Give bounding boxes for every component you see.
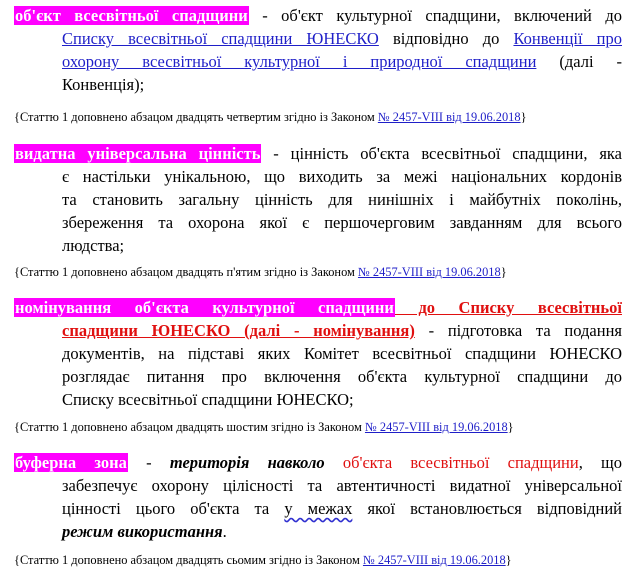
line	[14, 497, 622, 520]
line	[14, 4, 622, 27]
note-text: }	[505, 553, 512, 567]
definition-paragraph	[14, 451, 622, 543]
highlighted-term: видатна універсальна цінність	[15, 144, 261, 163]
law-link[interactable]: № 2457-VIII від 19.06.2018	[364, 420, 508, 434]
definition-paragraph	[14, 142, 622, 257]
line	[14, 451, 622, 474]
emphasis-text: територія навколо	[169, 453, 325, 472]
amendment-note	[14, 552, 626, 568]
note-text: {Статтю 1 доповнено абзацом двадцять шостим згідно із Законом	[14, 420, 365, 434]
line: забезпечує охорону цілісності та автентичності видатної універсальної	[62, 476, 622, 495]
definition-text: - підготовка та подання	[414, 321, 622, 340]
line: збереження та охорона якої є першочерговим завданням для всього	[62, 213, 622, 232]
definition-paragraph	[14, 4, 622, 96]
line: людства;	[62, 236, 125, 255]
note-text: }	[507, 420, 514, 434]
definition-text: цінності цього об'єкта та	[62, 499, 285, 518]
definition-text: - об'єкт культурної спадщини, включений до	[248, 6, 622, 25]
convention-link[interactable]: Конвенції про	[513, 29, 622, 48]
amendment-note	[14, 109, 626, 125]
line: Списку всесвітньої спадщини ЮНЕСКО;	[62, 390, 354, 409]
definition-text: , що	[578, 453, 622, 472]
line	[14, 50, 622, 73]
highlighted-term: номінування об'єкта культурної спадщини	[15, 298, 394, 317]
emphasis-text: режим використання	[62, 522, 223, 541]
line	[14, 296, 622, 319]
law-link[interactable]: № 2457-VIII від 19.06.2018	[377, 110, 521, 124]
line	[14, 142, 622, 165]
red-emphasis: спадщини ЮНЕСКО (далі - номінування)	[62, 321, 415, 340]
line	[14, 319, 622, 342]
definition-text: -	[127, 453, 170, 472]
definition-text: - цінність об'єкта всесвітньої спадщини, яка	[261, 144, 622, 163]
note-text: }	[500, 265, 507, 279]
line: розглядає питання про включення об'єкта культурної спадщини до	[62, 367, 622, 386]
convention-link[interactable]: охорону всесвітньої культурної і природної спадщини	[62, 52, 537, 71]
note-text: {Статтю 1 доповнено абзацом двадцять четвертим згідно із Законом	[14, 110, 378, 124]
definition-text: якої встановлюється відповідний	[352, 499, 622, 518]
note-text: }	[520, 110, 527, 124]
definition-text: відповідно до	[378, 29, 514, 48]
spellcheck-underlined-text: у межах	[284, 499, 353, 518]
line: документів, на підставі яких Комітет всесвітньої спадщини ЮНЕСКО	[62, 344, 622, 363]
unesco-list-link[interactable]: Списку всесвітньої спадщини ЮНЕСКО	[62, 29, 379, 48]
line: є настільки унікальною, що виходить за межі національних кордонів	[62, 167, 622, 186]
line: та становить загальну цінність для нинішніх і майбутніх поколінь,	[62, 190, 622, 209]
line	[14, 520, 622, 543]
amendment-note	[14, 264, 626, 280]
definition-text: .	[222, 522, 227, 541]
definition-paragraph	[14, 296, 622, 411]
note-text: {Статтю 1 доповнено абзацом двадцять п'ятим згідно із Законом	[14, 265, 358, 279]
note-text: {Статтю 1 доповнено абзацом двадцять сьомим згідно із Законом	[14, 553, 363, 567]
definition-text: (далі -	[536, 52, 623, 71]
law-link[interactable]: № 2457-VIII від 19.06.2018	[357, 265, 501, 279]
line: Конвенція);	[62, 75, 145, 94]
highlighted-term: об'єкт всесвітньої спадщини	[15, 6, 248, 25]
red-text: об'єкта всесвітньої спадщини	[324, 453, 579, 472]
line	[14, 27, 622, 50]
red-emphasis: до Списку всесвітньої	[394, 298, 622, 317]
law-link[interactable]: № 2457-VIII від 19.06.2018	[362, 553, 506, 567]
highlighted-term: буферна зона	[15, 453, 127, 472]
amendment-note	[14, 419, 626, 435]
